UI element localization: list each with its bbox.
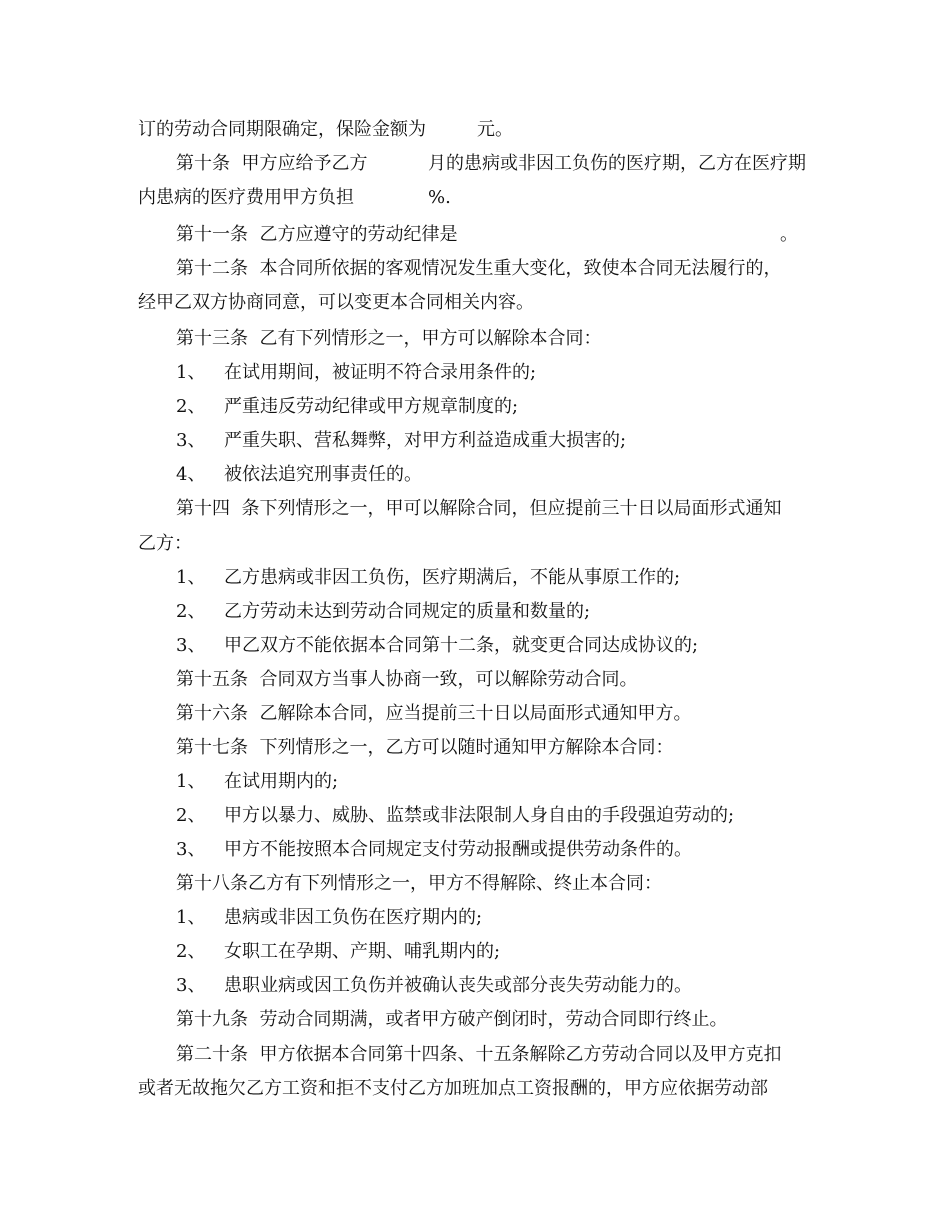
text-line <box>0 697 950 731</box>
text-segment: 第十一条 乙方应遵守的劳动纪律是 <box>176 224 458 245</box>
text-line <box>0 527 950 561</box>
text-segment: 2、 <box>176 805 206 826</box>
text-segment: 月的患病或非因工负伤的医疗期，乙方在医疗期 <box>428 153 806 174</box>
text-segment: 严重失职、营私舞弊，对甲方利益造成重大损害的; <box>224 430 627 451</box>
text-line <box>0 390 950 424</box>
text-line <box>0 322 950 356</box>
text-segment: %. <box>428 187 451 208</box>
text-segment: 甲乙双方不能依据本合同第十二条，就变更合同达成协议的; <box>224 635 699 656</box>
text-segment: 3、 <box>176 975 206 996</box>
text-line <box>0 629 950 663</box>
text-segment: 3、 <box>176 430 206 451</box>
text-line <box>0 218 950 252</box>
text-segment: 。 <box>780 224 798 245</box>
text-segment: 患病或非因工负伤在医疗期内的; <box>224 907 483 928</box>
text-segment: 第十二条 本合同所依据的客观情况发生重大变化，致使本合同无法履行的， <box>176 258 782 279</box>
text-line <box>0 113 950 147</box>
text-segment: 被依法追究刑事责任的。 <box>224 464 422 485</box>
text-line <box>0 867 950 901</box>
text-line <box>0 833 950 867</box>
text-segment: 甲方不能按照本合同规定支付劳动报酬或提供劳动条件的。 <box>224 839 692 860</box>
text-segment: 3、 <box>176 839 206 860</box>
text-line <box>0 765 950 799</box>
text-line <box>0 356 950 390</box>
text-segment: 第十四 条下列情形之一，甲可以解除合同，但应提前三十日以局面形式通知 <box>176 498 782 519</box>
text-segment: 乙方劳动未达到劳动合同规定的质量和数量的; <box>224 601 591 622</box>
text-segment: 第十七条 下列情形之一，乙方可以随时通知甲方解除本合同： <box>176 737 674 758</box>
text-segment: 订的劳动合同期限确定，保险金额为 <box>138 119 426 140</box>
text-line <box>0 935 950 969</box>
text-line <box>0 561 950 595</box>
text-line <box>0 969 950 1003</box>
text-segment: 乙方： <box>138 533 192 554</box>
text-line <box>0 458 950 492</box>
text-segment: 经甲乙双方协商同意，可以变更本合同相关内容。 <box>138 292 534 313</box>
text-segment: 第十八条乙方有下列情形之一，甲方不得解除、终止本合同： <box>176 873 662 894</box>
text-line <box>0 1072 950 1106</box>
text-segment: 2、 <box>176 601 206 622</box>
text-line <box>0 799 950 833</box>
text-segment: 4、 <box>176 464 206 485</box>
text-line <box>0 147 950 181</box>
text-line <box>0 901 950 935</box>
text-segment: 2、 <box>176 941 206 962</box>
text-segment: 第十条 甲方应给予乙方 <box>176 153 368 174</box>
text-line <box>0 663 950 697</box>
text-segment: 在试用期间，被证明不符合录用条件的; <box>224 362 537 383</box>
text-line <box>0 731 950 765</box>
text-segment: 第十六条 乙解除本合同，应当提前三十日以局面形式通知甲方。 <box>176 703 692 724</box>
text-segment: 2、 <box>176 396 206 417</box>
text-line <box>0 424 950 458</box>
text-line <box>0 1038 950 1072</box>
text-segment: 甲方以暴力、威胁、监禁或非法限制人身自由的手段强迫劳动的; <box>224 805 735 826</box>
text-line <box>0 252 950 286</box>
text-segment: 第十五条 合同双方当事人协商一致，可以解除劳动合同。 <box>176 669 638 690</box>
text-segment: 第十三条 乙有下列情形之一，甲方可以解除本合同： <box>176 328 602 349</box>
text-segment: 3、 <box>176 635 206 656</box>
text-segment: 1、 <box>176 907 206 928</box>
text-segment: 1、 <box>176 567 206 588</box>
text-segment: 患职业病或因工负伤并被确认丧失或部分丧失劳动能力的。 <box>224 975 692 996</box>
text-segment: 1、 <box>176 771 206 792</box>
text-segment: 内患病的医疗费用甲方负担 <box>138 187 354 208</box>
text-segment: 女职工在孕期、产期、哺乳期内的; <box>224 941 501 962</box>
text-segment: 1、 <box>176 362 206 383</box>
text-line <box>0 1003 950 1037</box>
text-line <box>0 595 950 629</box>
text-segment: 或者无故拖欠乙方工资和拒不支付乙方加班加点工资报酬的，甲方应依据劳动部 <box>138 1078 768 1099</box>
text-segment: 第十九条 劳动合同期满，或者甲方破产倒闭时，劳动合同即行终止。 <box>176 1009 728 1030</box>
text-line <box>0 492 950 526</box>
text-segment: 乙方患病或非因工负伤，医疗期满后，不能从事原工作的; <box>224 567 681 588</box>
text-segment: 元。 <box>477 119 513 140</box>
text-line <box>0 286 950 320</box>
text-segment: 第二十条 甲方依据本合同第十四条、十五条解除乙方劳动合同以及甲方克扣 <box>176 1044 782 1065</box>
text-line <box>0 181 950 215</box>
text-segment: 严重违反劳动纪律或甲方规章制度的; <box>224 396 519 417</box>
text-segment: 在试用期内的; <box>224 771 339 792</box>
